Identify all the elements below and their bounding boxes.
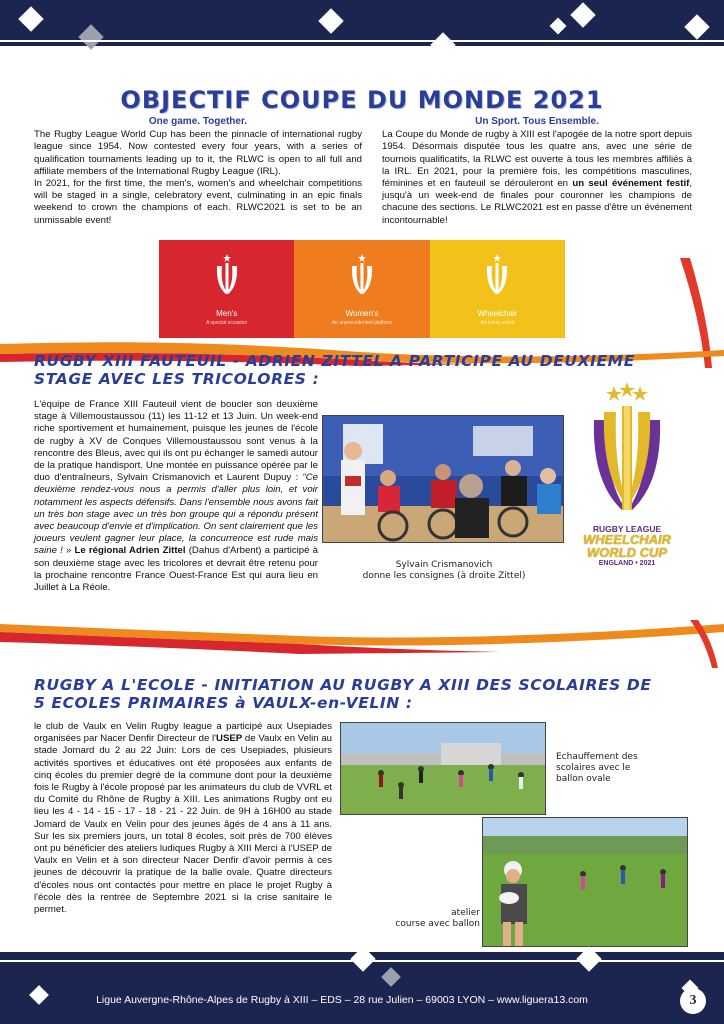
diamond-ornament — [430, 32, 455, 57]
field-scene — [483, 818, 688, 947]
diamond-ornament — [318, 8, 343, 33]
banner-panel-label: Wheelchair — [477, 309, 518, 318]
banner-panel-label: Men's — [216, 309, 238, 318]
section-title-school-rugby: RUGBY A L'ECOLE - INITIATION AU RUGBY A XIII DES SCOLAIRES DE 5 ECOLES PRIMAIRES à VAULX-en-VELIN : — [34, 676, 652, 712]
section-title-wheelchair: RUGBY XIII FAUTEUIL - ADRIEN ZITTEL A PARTICIPE AU DEUXIEME STAGE AVEC LES TRICOLORES : — [34, 352, 635, 388]
diamond-ornament — [18, 6, 43, 31]
english-column-title: One game. Together. — [148, 116, 248, 127]
wheelchair-article: L'équipe de France XIII Fauteuil vient de boucler son deuxième stage à Villemoustaussou (11) les 11-12 et 13 Juin. Un week-end riche sportivement et humainement, puisque les jeunes de l'école de rugby à XV de Conques Villemoustaussou sont venus à la rencontre des Bleus, avec qui ils ont pu échanger le samedi autour de la pratique handisport. Une montée en puissance opérée par le duo d'entraîneurs, Sylvain Crismanovich et Laurent Dupuy : “Ce deuxième rendez-vous nous a permis d'aller plus loin, et voir notamment les aspects défensifs. Dans l'ensemble nous avons fait un très bon stage avec un très bon groupe qui a répondu présent avec beaucoup d'envie et d'implication. On sent clairement que les joueurs veulent gagner leur place, la concurrence est rude mais saine ! » Le régional Adrien Zittel (Dahus d'Arbent) a participé à son deuxième stage avec les tricolores et devrait être retenu pour la prochaine rencontre France Ouest-France Est qui aura lieu en Juillet à La Réole. — [34, 399, 318, 594]
page-title: OBJECTIF COUPE DU MONDE 2021 — [120, 86, 604, 114]
school-rugby-article: le club de Vaulx en Velin Rugby league a participé aux Usepiades organisées par Nacer Denfir Directeur de l'USEP de Vaulx en Velin au stade Jomard du 2 au 22 Juin: Lors de ces Usepiades, plusieurs activités sportives et éducatives ont été proposées aux enfants de cinq écoles du premier degré de la commune dont pour la deuxième fois le Rugby à l'école proposé par les animateurs du club de VVRL et du Comité du Rhône de Rugby à XIII. Les animations Rugby ont eu lieu les 4 - 14 - 15 - 17 - 18 - 21 - 22 Juin. de 9H à 16H00 au stade Jomard de Vaulx en Velin pour des jeunes âgés de 4 ans à 11 ans. Sur les six premiers jours, un total 8 écoles, soit près de 700 élèves ont pu bénéficier des ateliers ludiques Rugby à XIII Merci à l'USEP de Vaulx en Velin et à son directeur Nacer Denfir d'avoir permis à ces jeunes de découvrir la pratique de la balle ovale. Quatre directeurs d'écoles nous ont contactés pour mettre en place le projet Rugby à l'école dès la rentrée de Septembre 2021 si la crise sanitaire le permet. — [34, 721, 332, 916]
diamond-ornament — [684, 14, 709, 39]
warmup-caption: Echauffement des scolaires avec le ballon ovale — [556, 752, 638, 784]
warmup-photo — [340, 722, 546, 815]
running-drill-photo — [482, 817, 688, 947]
english-column — [34, 116, 362, 227]
diamond-ornament — [78, 24, 103, 49]
wheelchair-world-cup-logo — [574, 382, 680, 572]
english-paragraph: The Rugby League World Cup has been the pinnacle of international rugby league since 1954. Now contested every four years, with a series of qualification tournaments leading up to it, the RLWC is open to all full and affiliate members of the International Rugby League (IRL). — [34, 129, 362, 177]
banner-panel-label: Women's — [345, 309, 379, 318]
gym-scene — [323, 416, 564, 543]
french-column — [382, 116, 692, 227]
wheelchair-training-photo — [322, 415, 564, 543]
diamond-ornament — [350, 946, 375, 971]
wheelchair-photo-caption: Sylvain Crismanovich donne les consignes (à droite Zittel) — [362, 560, 526, 581]
wheelchair-crest-icon — [574, 382, 680, 522]
footer-address: Ligue Auvergne-Rhône-Alpes de Rugby à XIII – EDS – 28 rue Julien – 69003 LYON – www.liguera13.com — [96, 994, 588, 1006]
english-paragraph: In 2021, for the first time, the men's, women's and wheelchair competitions will be staged in a single, celebratory event, culminating in an epic finals weekend to crown the champions of each. RLWC2021 is set to be an unmissable event! — [34, 178, 362, 226]
running-drill-caption: atelier course avec ballon — [395, 908, 480, 929]
french-paragraph: La Coupe du Monde de rugby à XIII est l'apogée de la notre sport depuis 1954. Désormais disputée tous les quatre ans, avec une série de tournois qualificatifs, la RLWC est ouverte à tous les membres affiliés à la IRL. En 2021, pour la première fois, les compétitions masculines, féminines et en fauteuil se dérouleront en un seul événement festif, jusqu'à un week-end de finales pour couronner les champions de chacune des sections. Le RLWC2021 est en passe d'être un événement incontournable! — [382, 129, 692, 226]
logo-text-rugby-league: RUGBY LEAGUE — [592, 524, 662, 534]
footer-band — [0, 952, 724, 1024]
banner-panel-subtitle: An iconic event — [480, 320, 515, 326]
field-scene — [341, 723, 546, 815]
diamond-ornament — [381, 967, 401, 987]
logo-text-england: ENGLAND • 2021 — [598, 560, 656, 567]
banner-panel-subtitle: An unprecedented platform — [331, 320, 393, 326]
page-number: 3 — [680, 988, 706, 1014]
diamond-ornament — [570, 2, 595, 27]
diamond-ornament — [576, 946, 601, 971]
french-column-title: Un Sport. Tous Ensemble. — [475, 116, 599, 127]
swoosh-divider — [0, 600, 724, 670]
banner-panel-subtitle: A special occasion — [206, 320, 248, 326]
diamond-ornament — [550, 18, 567, 35]
logo-text-wheelchair: WHEELCHAIR WORLD CUP — [582, 532, 672, 560]
header-band — [0, 0, 724, 46]
